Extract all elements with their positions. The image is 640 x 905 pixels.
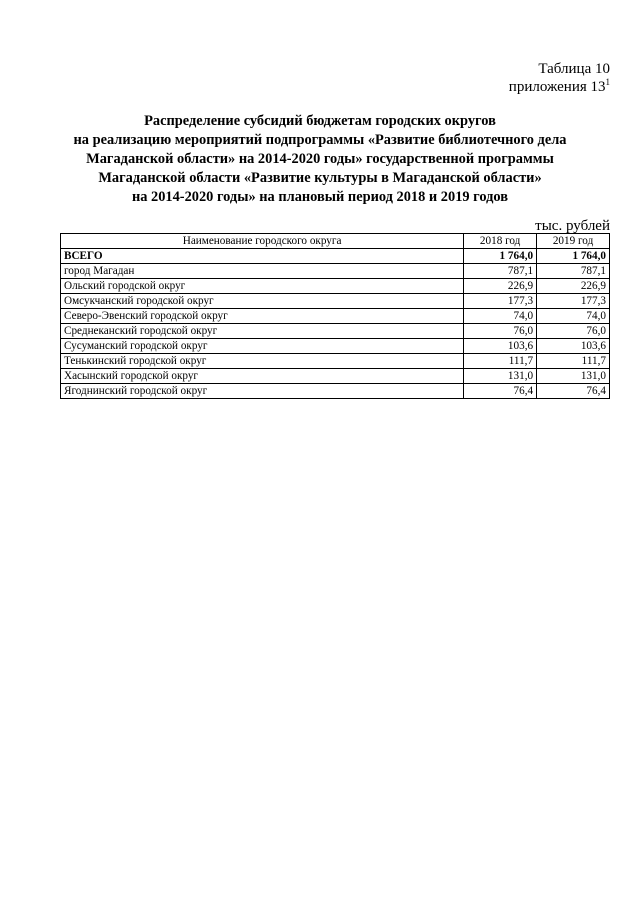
value-2019: 103,6: [537, 339, 610, 354]
district-name: Северо-Эвенский городской округ: [61, 309, 464, 324]
table-row: [61, 384, 610, 399]
table-row: [61, 279, 610, 294]
title-line: Распределение субсидий бюджетам городских округов: [144, 113, 496, 129]
district-name: Сусуманский городской округ: [61, 339, 464, 354]
value-2018: 103,6: [464, 339, 537, 354]
district-name: Тенькинский городской округ: [61, 354, 464, 369]
value-2019: 111,7: [537, 354, 610, 369]
value-2019: 177,3: [537, 294, 610, 309]
appendix-reference: [390, 60, 610, 96]
header-2019: 2019 год: [537, 234, 610, 249]
district-name: Среднеканский городской округ: [61, 324, 464, 339]
appendix-label: приложения 13: [508, 79, 606, 95]
value-2018: 177,3: [464, 294, 537, 309]
value-2018: 74,0: [464, 309, 537, 324]
district-name: Хасынский городской округ: [61, 369, 464, 384]
value-2019: 1 764,0: [537, 249, 610, 264]
value-2018: 111,7: [464, 354, 537, 369]
table-row: [61, 339, 610, 354]
appendix-number: [390, 78, 610, 96]
table-number: Таблица 10: [538, 61, 610, 77]
table-row-total: [61, 249, 610, 264]
district-name: Омсукчанский городской округ: [61, 294, 464, 309]
table-row: [61, 309, 610, 324]
value-2019: 76,0: [537, 324, 610, 339]
district-name: город Магадан: [61, 264, 464, 279]
table-row: [61, 369, 610, 384]
value-2018: 1 764,0: [464, 249, 537, 264]
table-row: [61, 294, 610, 309]
header-district-name: Наименование городского округа: [61, 234, 464, 249]
value-2018: 131,0: [464, 369, 537, 384]
title-line: на реализацию мероприятий подпрограммы «Развитие библиотечного дела: [73, 132, 567, 148]
table-row: [61, 324, 610, 339]
table-header-row: [61, 234, 610, 249]
title-line: Магаданской области» на 2014-2020 годы» государственной программы: [86, 151, 554, 167]
title-line: на 2014-2020 годы» на плановый период 2018 и 2019 годов: [131, 189, 509, 205]
title-line: Магаданской области «Развитие культуры в Магаданской области»: [98, 170, 542, 186]
value-2019: 787,1: [537, 264, 610, 279]
appendix-superscript: 1: [605, 77, 610, 87]
value-2019: 74,0: [537, 309, 610, 324]
value-2018: 226,9: [464, 279, 537, 294]
district-name: Ягоднинский городской округ: [61, 384, 464, 399]
value-2019: 226,9: [537, 279, 610, 294]
value-2018: 76,0: [464, 324, 537, 339]
header-2018: 2018 год: [464, 234, 537, 249]
document-title: [40, 112, 600, 207]
district-name: Ольский городской округ: [61, 279, 464, 294]
value-2019: 76,4: [537, 384, 610, 399]
table-row: [61, 264, 610, 279]
value-2018: 787,1: [464, 264, 537, 279]
units-label: тыс. рублей: [535, 218, 610, 234]
district-name: ВСЕГО: [61, 249, 464, 264]
value-2019: 131,0: [537, 369, 610, 384]
value-2018: 76,4: [464, 384, 537, 399]
subsidy-table: [60, 233, 610, 399]
table-row: [61, 354, 610, 369]
